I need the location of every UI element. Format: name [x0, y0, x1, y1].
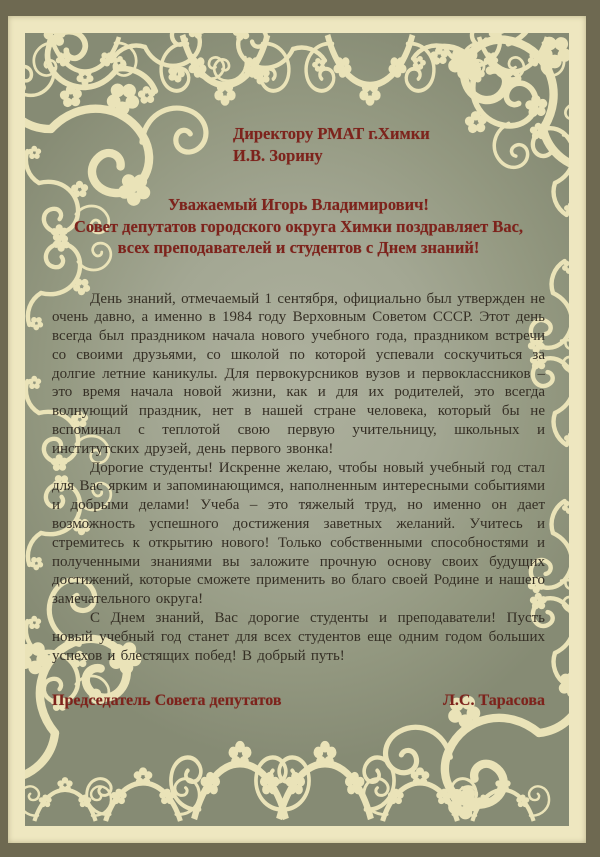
greeting-line-2: Совет депутатов городского округа Химки поздравляет Вас,	[73, 216, 524, 236]
recipient-name: И.В. Зорину	[233, 146, 323, 165]
letter-content	[25, 33, 569, 826]
recipient-title: Директору РМАТ г.Химки	[233, 124, 430, 143]
letter-panel	[25, 33, 569, 826]
signer-name: Л.С. Тарасова	[443, 692, 545, 710]
signature-row	[52, 692, 545, 710]
greeting-block	[52, 194, 545, 259]
paper-cream-border	[8, 16, 586, 843]
paragraph-wishes: С Днем знаний, Вас дорогие студенты и преподаватели! Пусть новый учебный год станет для всех студентов еще одним годом больших успехов и блестящих побед! В добрый путь!	[52, 610, 545, 664]
paragraph-students: Дорогие студенты! Искренне желаю, чтобы новый учебный год стал для Вас ярким и запоминающимся, наполненным интересными событиями и добрыми делами! Учеба – это тяжелый труд, но именно он дает возможность успешного достижения заветных желаний. Учитесь и стремитесь к открытию нового! Только собственными способностями и полученными знаниями вы заложите прочную основу своих будущих достижений, которые сможете применить во благо своей Родине и нашего замечательного округа!	[52, 459, 545, 608]
greeting-line-3: всех преподавателей и студентов с Днем знаний!	[117, 238, 480, 257]
signer-title: Председатель Совета депутатов	[52, 692, 282, 710]
letter-body	[52, 290, 545, 666]
recipient-address	[233, 123, 545, 167]
greeting-line-1: Уважаемый Игорь Владимирович!	[168, 195, 429, 214]
paragraph-history: День знаний, отмечаемый 1 сентября, официально был утвержден не очень давно, а именно в 1984 году Верховным Советом СССР. Этот день всегда был праздником начала нового учебного года, праздником встречи со своими друзьями, со школой по которой успевали соскучиться за долгие летние каникулы. Для первокурсников вузов и первоклассников – это время начала новой жизни, как и для их родителей, это всегда волнующий праздник, нет в нашей стране человека, который бы не вспоминал с теплотой свою первую учительницу, школьных и институтских друзей, день первого звонка!	[52, 290, 545, 457]
